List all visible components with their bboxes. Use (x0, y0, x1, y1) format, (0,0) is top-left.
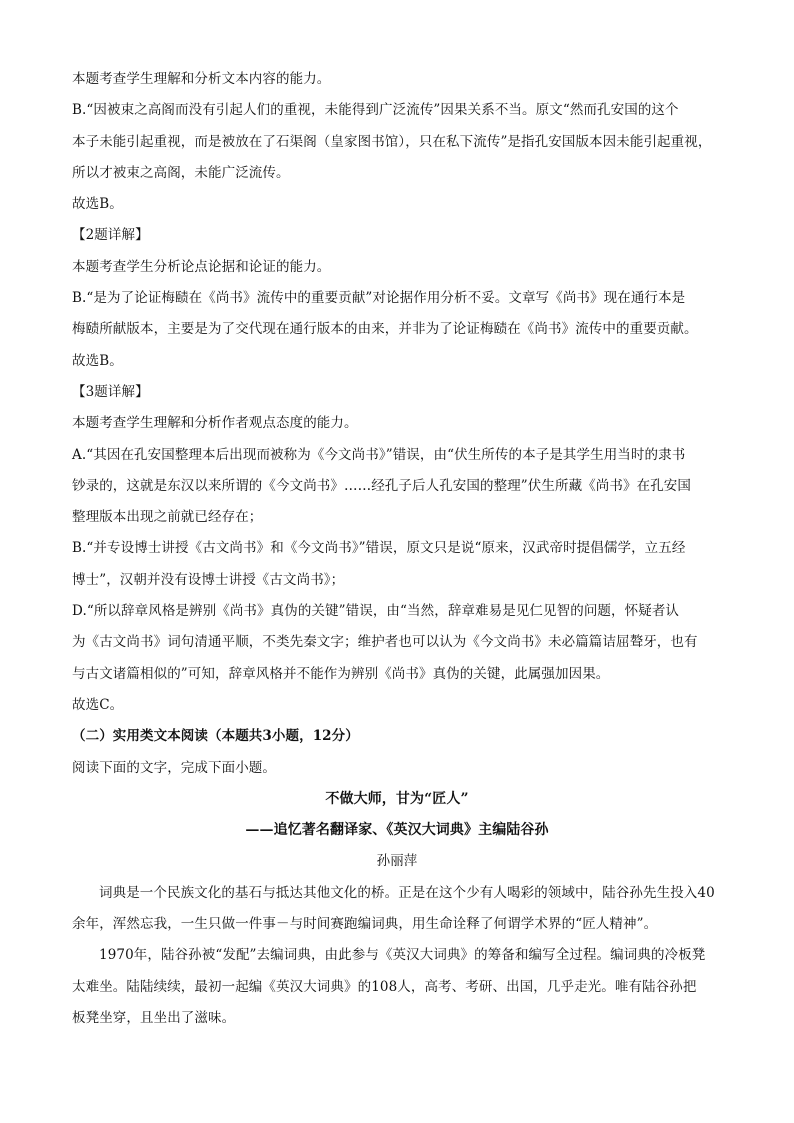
q3-line: B.“并专设博士讲授《古文尚书》和《今文尚书》”错误，原文只是说“原来，汉武帝时提倡儒学，立五经 (72, 540, 686, 557)
q1-ability: 本题考查学生理解和分析文本内容的能力。 (72, 71, 331, 87)
document-page (72, 64, 722, 1034)
q2-line: 梅赜所献版本，主要是为了交代现在通行版本的由来，并非为了论证梅赜在《尚书》流传中的重要贡献。 (72, 321, 698, 338)
article (72, 784, 722, 1034)
q3-section (72, 377, 722, 721)
q2-section (72, 220, 722, 376)
q1-section (72, 64, 722, 220)
article-title: 不做大师，甘为“匠人” (325, 790, 469, 807)
q3-line: 博士”，汉朝并没有设博士讲授《古文尚书》； (72, 571, 345, 588)
section2 (72, 721, 722, 784)
section2-heading: （二）实用类文本阅读（本题共3小题，12分） (72, 728, 359, 745)
q3-line: 整理版本出现之前就已经存在； (72, 509, 263, 526)
q1-line: B.“因被束之高阁而没有引起人们的重视，未能得到广泛流传”因果关系不当。原文“然而孔安国的这个 (72, 102, 679, 119)
article-subtitle: ——追忆著名翻译家、《英汉大词典》主编陆谷孙 (245, 822, 549, 839)
q3-line: 为《古文尚书》词句清通平顺，不类先秦文字；维护者也可以认为《今文尚书》未必篇篇诘屈聱牙，也有 (72, 634, 698, 651)
q3-line: 与古文诸篇相似的”可知，辞章风格并不能作为辨别《尚书》真伪的关键，此属强加因果。 (72, 665, 610, 682)
q1-line: 本子未能引起重视，而是被放在了石渠阁（皇家图书馆），只在私下流传”是指孔安国版本因未能引起重视， (72, 133, 712, 150)
q3-line: 钞录的，这就是东汉以来所谓的《今文尚书》……经孔子后人孔安国的整理”伏生所藏《尚书》在孔安国 (72, 477, 691, 494)
q2-line: B.“是为了论证梅赜在《尚书》流传中的重要贡献”对论据作用分析不妥。文章写《尚书》现在通行本是 (72, 290, 686, 307)
section2-instruction: 阅读下面的文字，完成下面小题。 (72, 759, 276, 776)
q2-heading: 【2题详解】 (72, 227, 149, 244)
q2-ability: 本题考查学生分析论点论据和论证的能力。 (72, 258, 331, 275)
q3-line: D.“所以辞章风格是辨别《尚书》真伪的关键”错误，由“当然，辞章难易是见仁见智的问题，怀疑者认 (72, 603, 680, 620)
q3-ability: 本题考查学生理解和分析作者观点态度的能力。 (72, 415, 358, 432)
q3-heading: 【3题详解】 (72, 383, 149, 400)
article-paragraph-line: 余年，浑然忘我，一生只做一件事－与时间赛跑编词典，用生命诠释了何谓学术界的“匠人精神”。 (72, 916, 658, 933)
q1-answer: 故选B。 (72, 196, 123, 213)
article-paragraph-line: 板凳坐穿，且坐出了滋味。 (72, 1009, 236, 1026)
q1-line: 所以才被束之高阁，未能广泛流传。 (72, 164, 290, 181)
article-paragraph-line: 词典是一个民族文化的基石与抵达其他文化的桥。正是在这个少有人喝彩的领域中，陆谷孙先生投入40 (99, 884, 715, 901)
q3-line: A.“其因在孔安国整理本后出现而被称为《今文尚书》”错误，由“伏生所传的本子是其学生用当时的隶书 (72, 446, 686, 463)
q3-answer: 故选C。 (72, 696, 124, 713)
article-paragraph-line: 太难坐。陆陆续续，最初一起编《英汉大词典》的108人，高考、考研、出国，几乎走光。唯有陆谷孙把 (72, 978, 697, 995)
article-paragraph-line: 1970年，陆谷孙被“发配”去编词典，由此参与《英汉大词典》的筹备和编写全过程。编词典的冷板凳 (99, 947, 706, 964)
article-author: 孙丽萍 (376, 853, 418, 870)
q2-answer: 故选B。 (72, 352, 123, 369)
